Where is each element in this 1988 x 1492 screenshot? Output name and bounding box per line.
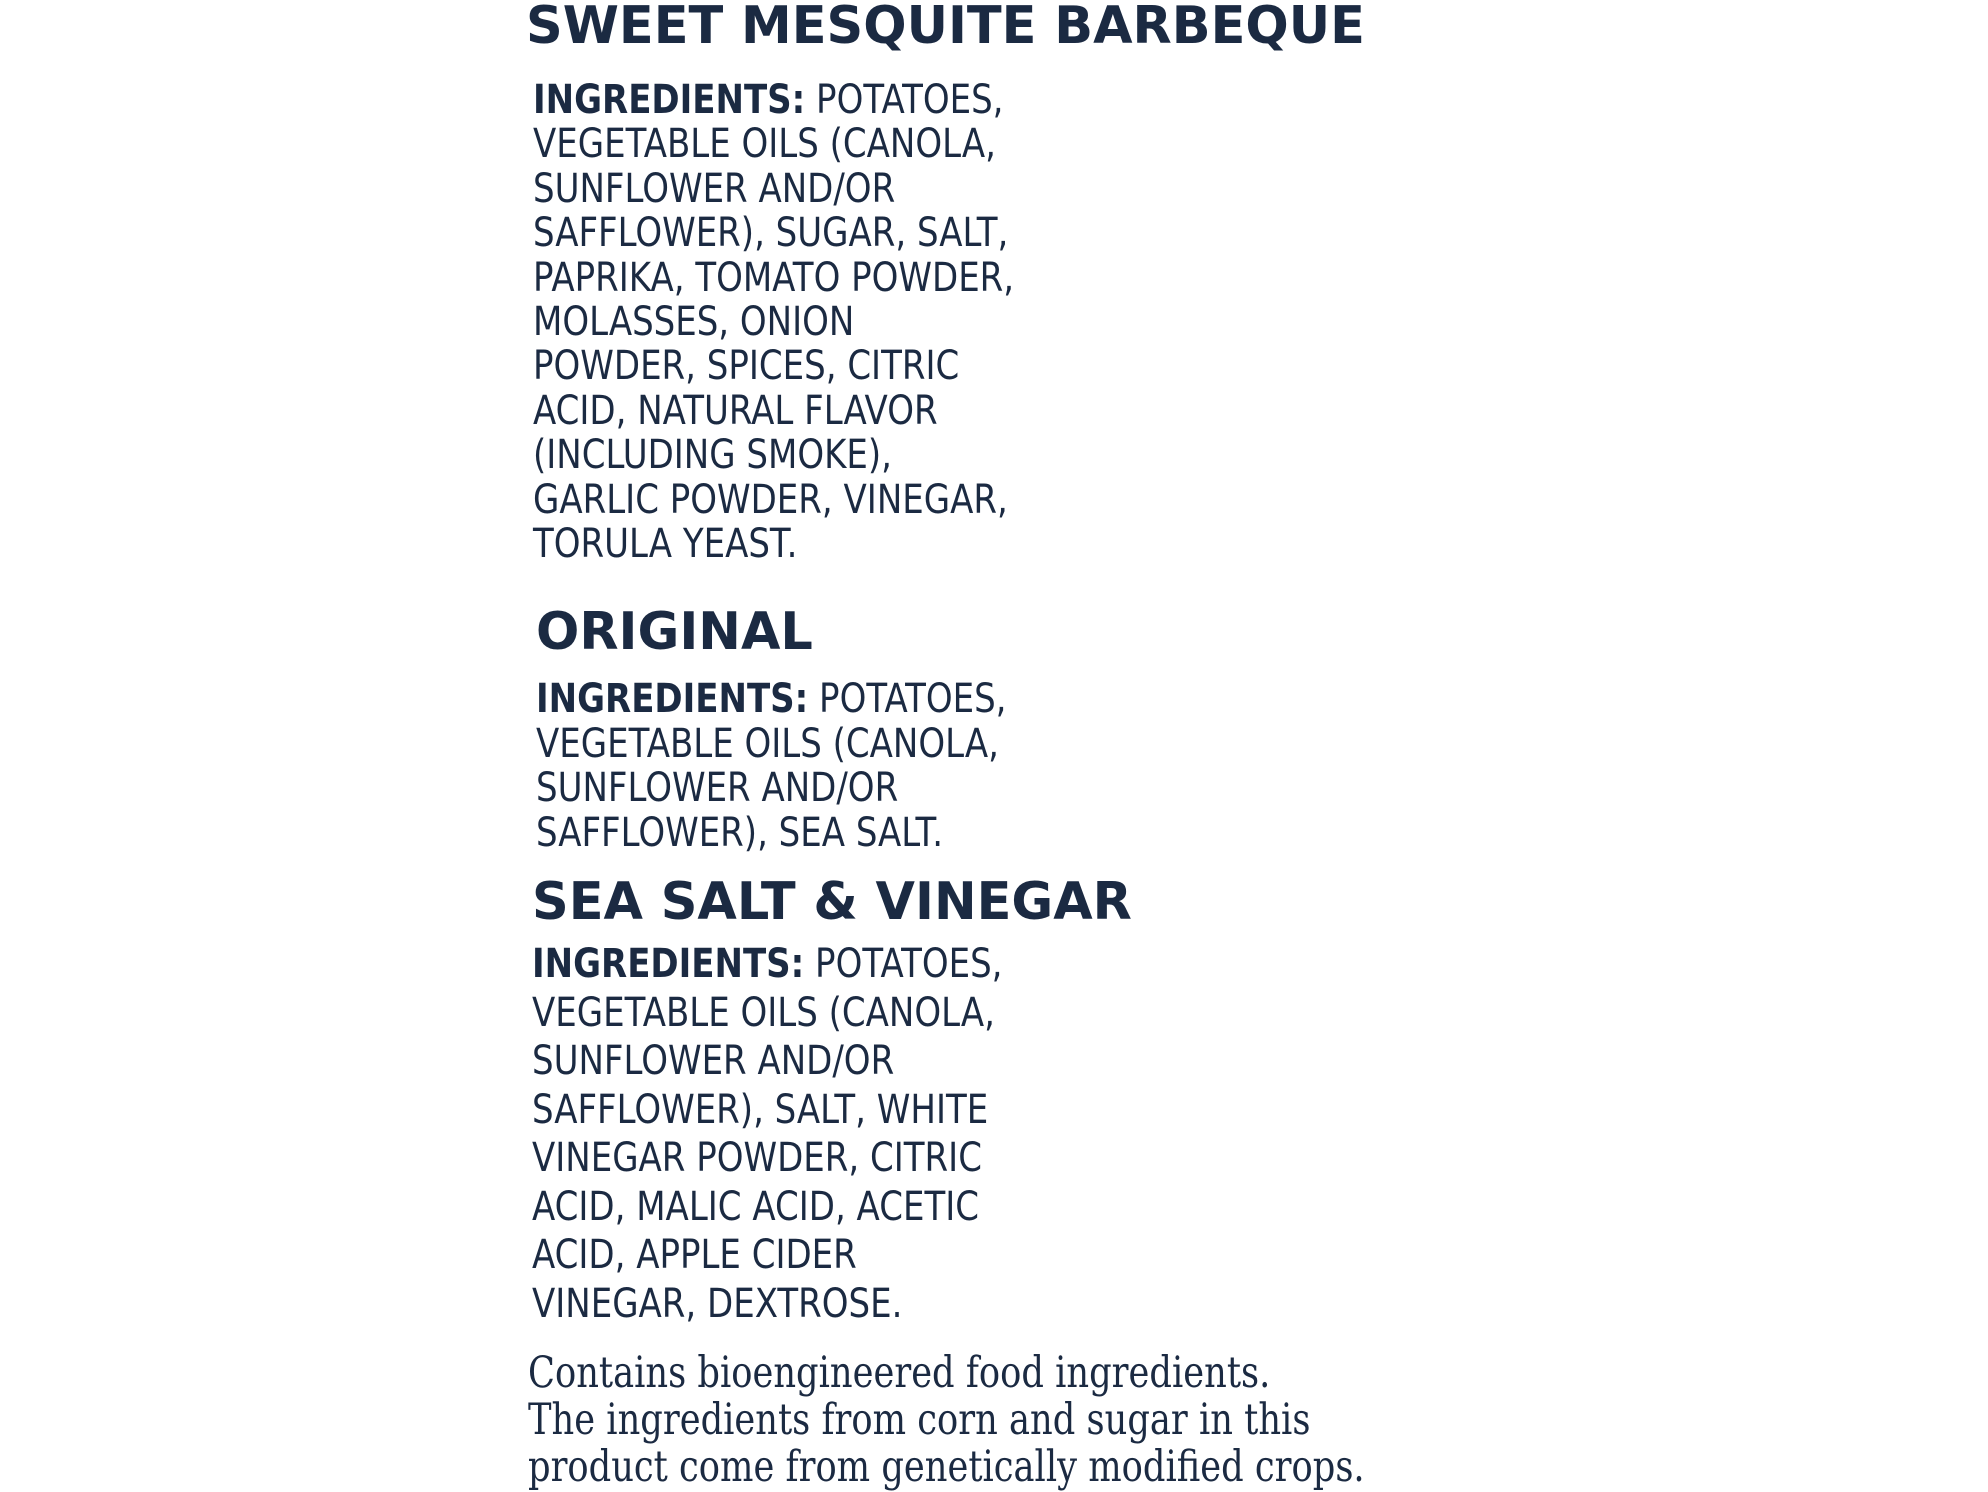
ingredient-line: SAFFLOWER), SALT, WHITE <box>532 1086 989 1133</box>
ingredients-sweet-mesquite-barbeque <box>533 78 1014 566</box>
disclosure-line: Contains bioengineered food ingredients. <box>528 1348 1271 1398</box>
section-title-sweet-mesquite-barbeque: SWEET MESQUITE BARBEQUE <box>526 0 1365 56</box>
ingredient-line <box>536 677 1006 722</box>
ingredients-label: INGREDIENTS: <box>533 77 806 123</box>
ingredient-line: (INCLUDING SMOKE), <box>533 432 892 479</box>
ingredient-text: POTATOES, <box>804 941 1003 987</box>
section-title-sea-salt-vinegar: SEA SALT & VINEGAR <box>532 872 1132 932</box>
ingredients-label: INGREDIENTS: <box>536 676 809 722</box>
ingredient-text: POTATOES, <box>805 77 1004 123</box>
ingredient-line: POWDER, SPICES, CITRIC <box>533 343 960 390</box>
ingredient-line: SAFFLOWER), SEA SALT. <box>536 809 944 856</box>
disclosure-line: product come from genetically modified crops. <box>528 1442 1365 1492</box>
bioengineered-disclosure <box>528 1350 1365 1491</box>
ingredient-line: VINEGAR POWDER, CITRIC <box>532 1135 982 1181</box>
ingredient-line: SUNFLOWER AND/OR <box>533 165 896 212</box>
ingredient-line: SUNFLOWER AND/OR <box>532 1038 895 1084</box>
ingredient-line <box>532 940 1002 989</box>
ingredient-line <box>533 78 1014 122</box>
ingredient-line: ACID, MALIC ACID, ACETIC <box>532 1183 979 1230</box>
ingredient-line: ACID, NATURAL FLAVOR <box>533 387 938 434</box>
ingredients-label: INGREDIENTS: <box>532 941 805 987</box>
ingredient-line: VEGETABLE OILS (CANOLA, <box>533 121 996 168</box>
ingredient-line: PAPRIKA, TOMATO POWDER, <box>533 254 1015 301</box>
ingredient-line: VEGETABLE OILS (CANOLA, <box>532 989 995 1036</box>
ingredient-line: GARLIC POWDER, VINEGAR, <box>533 476 1008 523</box>
ingredients-sea-salt-vinegar <box>532 940 1002 1328</box>
ingredient-line: SAFFLOWER), SUGAR, SALT, <box>533 210 1009 257</box>
ingredient-line: VINEGAR, DEXTROSE. <box>532 1280 903 1327</box>
ingredient-line: SUNFLOWER AND/OR <box>536 765 899 811</box>
disclosure-line: The ingredients from corn and sugar in this <box>528 1395 1311 1445</box>
ingredient-line: VEGETABLE OILS (CANOLA, <box>536 720 999 767</box>
ingredients-original <box>536 677 1006 855</box>
ingredient-line: TORULA YEAST. <box>533 521 798 568</box>
section-title-original: ORIGINAL <box>536 602 813 662</box>
ingredient-text: POTATOES, <box>808 676 1007 722</box>
ingredient-line: ACID, APPLE CIDER <box>532 1232 857 1278</box>
ingredient-line: MOLASSES, ONION <box>533 299 855 346</box>
